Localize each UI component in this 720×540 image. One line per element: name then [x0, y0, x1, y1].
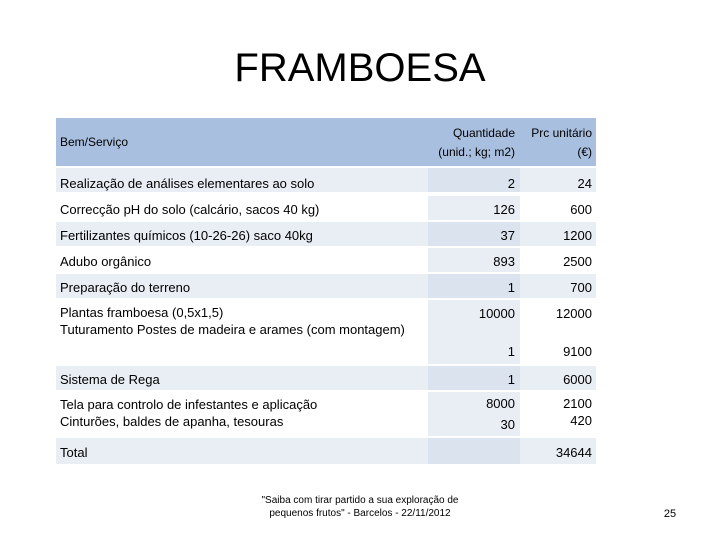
row-unit-price-group	[520, 392, 596, 436]
table-row	[56, 298, 596, 364]
table-row	[56, 220, 596, 246]
table-row	[56, 364, 596, 390]
row-item: Preparação do terreno	[56, 274, 428, 298]
table-row	[56, 194, 596, 220]
row-item-group	[56, 300, 428, 364]
row-quantity: 10000	[478, 306, 515, 321]
row-unit-price: 9100	[563, 344, 592, 359]
total-quantity	[428, 438, 520, 464]
table-total-row	[56, 436, 596, 464]
total-label: Total	[56, 438, 428, 464]
row-item: Realização de análises elementares ao solo	[56, 168, 428, 192]
page-number: 25	[663, 508, 677, 520]
table-row	[56, 246, 596, 272]
header-item: Bem/Serviço	[56, 118, 428, 166]
row-unit-price: 24	[520, 168, 596, 192]
row-item: Adubo orgânico	[60, 254, 152, 269]
row-unit-price: 2500	[563, 254, 592, 269]
row-unit-price: 700	[520, 274, 596, 298]
row-quantity-group	[428, 392, 520, 436]
row-quantity: 893	[428, 248, 520, 272]
row-unit-price-group	[520, 300, 596, 364]
header-quantity: Quantidade (unid.; kg; m2)	[428, 118, 520, 166]
table-row	[56, 272, 596, 298]
slide-title: FRAMBOESA	[234, 46, 486, 90]
row-quantity-group	[428, 300, 520, 364]
row-item: Fertilizantes químicos (10-26-26) saco 40kg	[56, 222, 428, 246]
table-row	[56, 168, 596, 192]
row-unit-price: 420	[570, 413, 592, 428]
row-item: Plantas framboesa (0,5x1,5)	[60, 305, 224, 320]
row-unit-price: 1200	[520, 222, 596, 246]
row-quantity: 37	[428, 222, 520, 246]
row-quantity: 126	[428, 196, 520, 220]
row-quantity: 2	[428, 168, 520, 192]
row-item: Tuturamento Postes de madeira e arames (com montagem)	[60, 322, 405, 337]
row-unit-price: 600	[570, 202, 592, 217]
row-item: Sistema de Rega	[56, 366, 428, 390]
row-quantity: 8000	[486, 396, 515, 411]
row-quantity: 1	[507, 344, 515, 359]
row-unit-price: 2100	[563, 396, 592, 411]
row-unit-price: 12000	[555, 306, 592, 321]
row-quantity: 30	[500, 417, 515, 432]
row-item: Cinturões, baldes de apanha, tesouras	[60, 414, 284, 429]
row-quantity: 1	[428, 366, 520, 390]
row-item: Correcção pH do solo (calcário, sacos 40 kg)	[60, 202, 320, 217]
row-item-group	[56, 392, 428, 436]
row-quantity: 1	[428, 274, 520, 298]
table-row	[56, 390, 596, 436]
slide-footer: "Saiba com tirar partido a sua exploração de pequenos frutos" - Barcelos - 22/11/2012	[261, 495, 459, 519]
total-value: 34644	[520, 438, 596, 464]
header-unit-price: Prc unitário (€)	[520, 118, 596, 166]
table-header-row	[56, 118, 596, 166]
row-item: Tela para controlo de infestantes e aplicação	[60, 397, 318, 412]
row-unit-price: 6000	[520, 366, 596, 390]
